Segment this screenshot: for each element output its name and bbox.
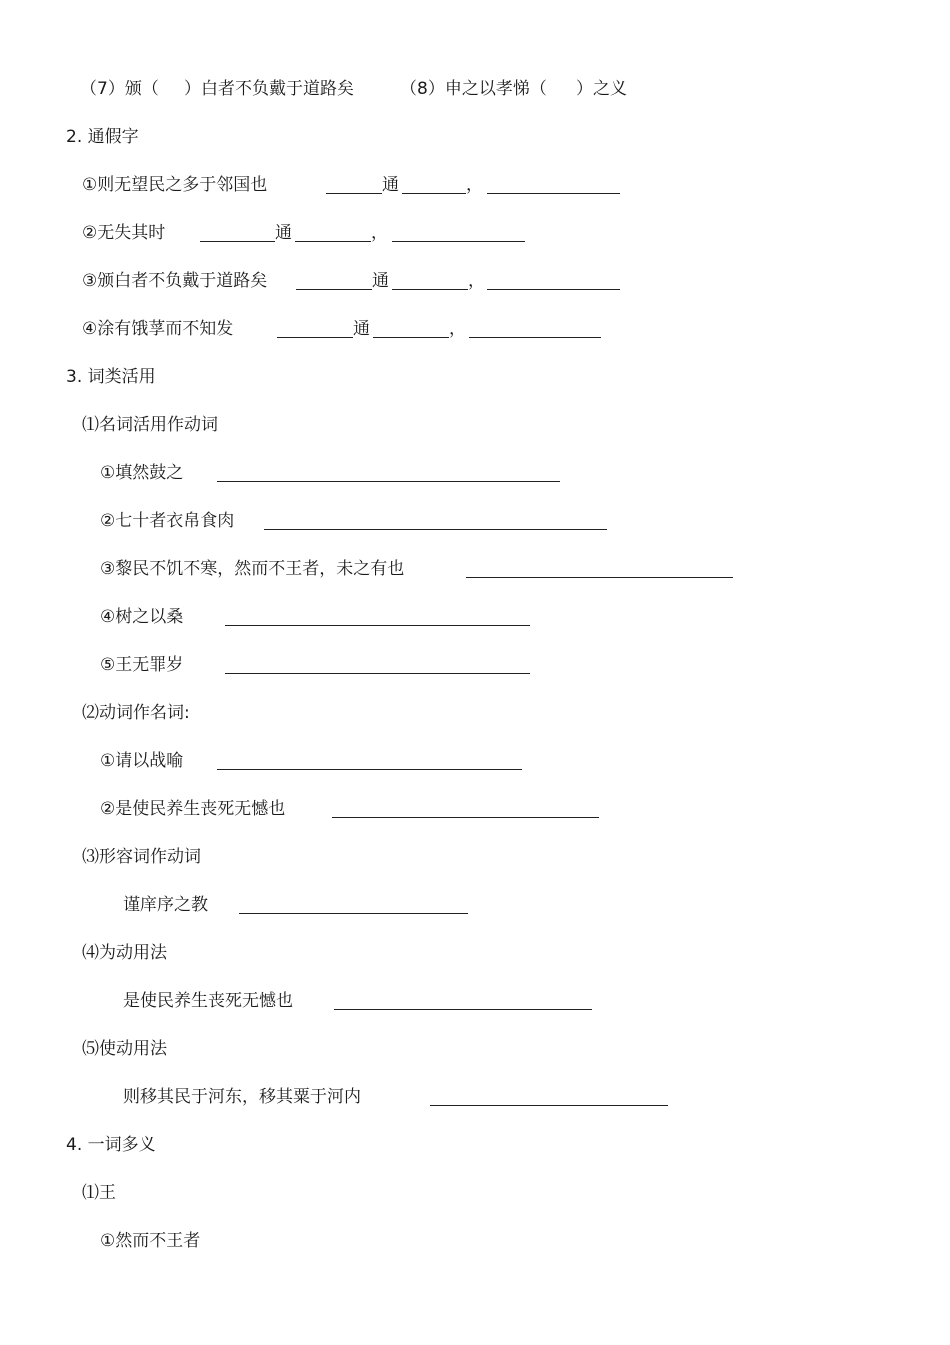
noun-as-verb-2-blank[interactable] xyxy=(264,529,607,530)
item-7-prefix: （7）颁（ xyxy=(80,79,159,99)
fill-in-item-7 xyxy=(80,76,380,102)
tongjia-1-blank-c[interactable] xyxy=(487,193,620,194)
noun-as-verb-1-blank[interactable] xyxy=(217,481,560,482)
noun-as-verb-5-blank[interactable] xyxy=(225,673,530,674)
section-4-title: 4. 一词多义 xyxy=(66,1135,156,1155)
subsection-3-2-title: ⑵动词作名词: xyxy=(82,703,190,723)
wei-dong-1-blank[interactable] xyxy=(334,1009,592,1010)
subsection-4-1-title: ⑴王 xyxy=(82,1183,116,1203)
tongjia-item-3 xyxy=(82,268,622,294)
tongjia-item-4 xyxy=(82,316,612,342)
tongjia-4-blank-b[interactable] xyxy=(373,337,449,338)
noun-as-verb-3-blank[interactable] xyxy=(466,577,733,578)
tongjia-item-1 xyxy=(82,172,622,198)
item-8-prefix: （8）申之以孝悌（ xyxy=(400,79,547,99)
tongjia-item-1-text: ①则无望民之多于邻国也 xyxy=(82,175,268,195)
section-2-title: 2. 通假字 xyxy=(66,127,139,147)
tongjia-2-blank-b[interactable] xyxy=(295,241,371,242)
verb-as-noun-item-2: ②是使民养生丧死无憾也 xyxy=(100,796,610,822)
noun-as-verb-4-blank[interactable] xyxy=(225,625,530,626)
noun-as-verb-item-2: ②七十者衣帛食肉 xyxy=(100,508,620,534)
tongjia-1-tong: 通 xyxy=(382,175,399,195)
shi-dong-item-1: 则移其民于河东，移其粟于河内 xyxy=(123,1084,683,1110)
section-3-title: 3. 词类活用 xyxy=(66,367,156,387)
noun-as-verb-item-4: ④树之以桑 xyxy=(100,604,540,630)
subsection-3-5-title: ⑸使动用法 xyxy=(82,1039,167,1059)
verb-as-noun-2-blank[interactable] xyxy=(332,817,599,818)
tongjia-item-2-text: ②无失其时 xyxy=(82,223,166,243)
tongjia-item-2 xyxy=(82,220,532,246)
subsection-3-1-title: ⑴名词活用作动词 xyxy=(82,415,218,435)
tongjia-item-3-text: ③颁白者不负戴于道路矣 xyxy=(82,271,268,291)
verb-as-noun-item-1: ①请以战喻 xyxy=(100,748,530,774)
tongjia-3-blank-b[interactable] xyxy=(392,289,468,290)
wei-dong-item-1: 是使民养生丧死无憾也 xyxy=(123,988,603,1014)
tongjia-3-comma: ， xyxy=(468,271,485,291)
tongjia-2-tong: 通 xyxy=(275,223,292,243)
fill-in-item-8 xyxy=(400,76,650,102)
noun-as-verb-item-3: ③黎民不饥不寒，然而不王者，未之有也 xyxy=(100,556,740,582)
tongjia-1-blank-b[interactable] xyxy=(402,193,466,194)
tongjia-4-comma: ， xyxy=(449,319,466,339)
tongjia-3-tong: 通 xyxy=(372,271,389,291)
shi-dong-1-blank[interactable] xyxy=(430,1105,668,1106)
item-7-suffix: ）白者不负戴于道路矣 xyxy=(184,79,354,99)
tongjia-4-blank-c[interactable] xyxy=(469,337,601,338)
tongjia-4-tong: 通 xyxy=(353,319,370,339)
tongjia-3-blank-c[interactable] xyxy=(487,289,620,290)
tongjia-3-blank-a[interactable] xyxy=(296,289,372,290)
tongjia-1-comma: ， xyxy=(466,175,483,195)
tongjia-2-comma: ， xyxy=(371,223,388,243)
subsection-3-3-title: ⑶形容词作动词 xyxy=(82,847,201,867)
tongjia-4-blank-a[interactable] xyxy=(277,337,353,338)
adj-as-verb-item-1: 谨庠序之教 xyxy=(123,892,483,918)
subsection-3-4-title: ⑷为动用法 xyxy=(82,943,167,963)
adj-as-verb-1-blank[interactable] xyxy=(239,913,468,914)
noun-as-verb-item-5: ⑤王无罪岁 xyxy=(100,652,540,678)
item-8-suffix: ）之义 xyxy=(576,79,627,99)
tongjia-2-blank-c[interactable] xyxy=(392,241,525,242)
tongjia-item-4-text: ④涂有饿莩而不知发 xyxy=(82,319,234,339)
verb-as-noun-1-blank[interactable] xyxy=(217,769,522,770)
tongjia-1-blank-a[interactable] xyxy=(326,193,382,194)
polysemy-wang-item-1: ①然而不王者 xyxy=(100,1231,201,1251)
tongjia-2-blank-a[interactable] xyxy=(200,241,275,242)
noun-as-verb-item-1: ①填然鼓之 xyxy=(100,460,570,486)
